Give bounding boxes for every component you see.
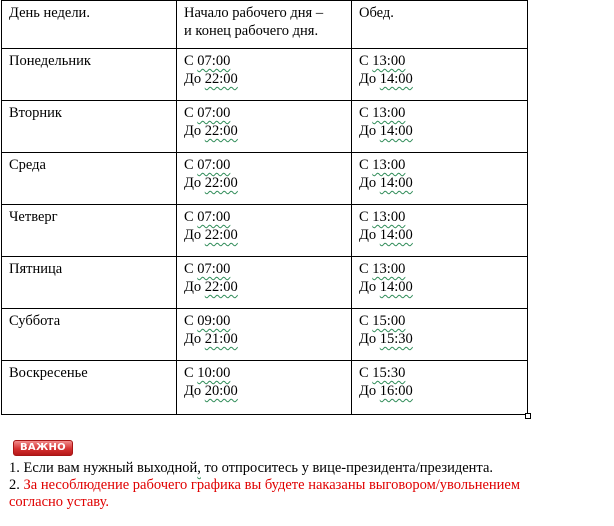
day-name: Понедельник [9,53,91,69]
notes-block [9,460,609,511]
table-resize-handle[interactable] [525,413,531,419]
work-end-prefix: До [184,331,202,347]
day-name: Среда [9,157,46,173]
work-end [184,174,344,192]
work-hours-cell [177,101,352,153]
work-end-time: 22:00 [204,279,238,295]
work-end-time: 21:00 [204,331,238,347]
lunch-start [359,312,520,330]
lunch-start-time: 15:30 [372,365,406,381]
lunch-end-prefix: До [359,175,377,191]
work-start-time: 09:00 [197,313,231,329]
schedule-row [2,49,528,101]
lunch-cell [352,49,528,101]
work-hours-cell [177,361,352,415]
note-item-2-warning: За несоблюдение рабочего графика вы будете наказаны выговором/увольнением [23,477,521,493]
work-start-prefix: С [184,105,194,121]
note-item-1 [9,460,609,477]
work-start-time: 07:00 [197,157,231,173]
work-start-time: 10:00 [197,365,231,381]
note-item-1-rest: то отпроситесь у вице-президента/президента. [200,460,494,476]
work-end-time: 22:00 [204,123,238,139]
work-end-prefix: До [184,227,202,243]
header-hours-label-line2: и конец рабочего дня. [184,23,319,39]
lunch-end-time: 14:00 [379,279,413,295]
lunch-start-prefix: С [359,313,369,329]
work-end [184,122,344,140]
schedule-row [2,309,528,361]
lunch-end-time: 14:00 [379,227,413,243]
work-start [184,364,344,382]
work-end-prefix: До [184,123,202,139]
day-cell [2,257,177,309]
lunch-cell [352,205,528,257]
work-end [184,382,344,400]
work-hours-cell [177,309,352,361]
lunch-start [359,156,520,174]
work-start [184,104,344,122]
note-item-1-comma: , [197,460,201,476]
day-name: Воскресенье [9,365,88,381]
lunch-cell [352,361,528,415]
lunch-start-time: 13:00 [372,157,406,173]
day-name: Вторник [9,105,62,121]
lunch-end [359,122,520,140]
lunch-start-prefix: С [359,209,369,225]
work-start [184,260,344,278]
work-end [184,70,344,88]
lunch-cell [352,101,528,153]
lunch-end [359,330,520,348]
day-cell [2,153,177,205]
note-item-2-warning-continued: согласно уставу. [9,494,110,510]
work-end-time: 22:00 [204,227,238,243]
day-name: Суббота [9,313,61,329]
work-end-time: 22:00 [204,71,238,87]
lunch-start-prefix: С [359,365,369,381]
work-end [184,226,344,244]
work-start-prefix: С [184,157,194,173]
day-cell [2,309,177,361]
lunch-start-prefix: С [359,261,369,277]
lunch-end-prefix: До [359,71,377,87]
lunch-end-prefix: До [359,331,377,347]
work-start [184,312,344,330]
lunch-end-prefix: До [359,123,377,139]
day-name: Четверг [9,209,58,225]
lunch-start-prefix: С [359,53,369,69]
lunch-start-time: 15:00 [372,313,406,329]
schedule-row [2,205,528,257]
lunch-start [359,260,520,278]
work-end [184,278,344,296]
work-start-prefix: С [184,261,194,277]
schedule-row [2,153,528,205]
work-end [184,330,344,348]
table-header-row [2,1,528,49]
work-hours-cell [177,205,352,257]
lunch-start-time: 13:00 [372,261,406,277]
work-start-time: 07:00 [197,53,231,69]
day-name: Пятница [9,261,63,277]
work-end-prefix: До [184,71,202,87]
lunch-end [359,226,520,244]
important-badge: ВАЖНО [13,440,73,456]
work-start [184,156,344,174]
lunch-end [359,278,520,296]
lunch-cell [352,153,528,205]
day-cell [2,49,177,101]
work-start-prefix: С [184,365,194,381]
lunch-cell [352,257,528,309]
header-hours-label-line1: Начало рабочего дня – [184,5,324,21]
lunch-start [359,104,520,122]
lunch-end [359,382,520,400]
day-cell [2,101,177,153]
lunch-start-time: 13:00 [372,53,406,69]
lunch-end [359,174,520,192]
lunch-end [359,70,520,88]
work-start [184,52,344,70]
lunch-end-prefix: До [359,279,377,295]
work-start-prefix: С [184,209,194,225]
work-end-prefix: До [184,279,202,295]
day-cell [2,205,177,257]
work-start-time: 07:00 [197,105,231,121]
lunch-cell [352,309,528,361]
work-start-time: 07:00 [197,261,231,277]
work-schedule-table [1,0,528,415]
header-day-label: День недели. [9,5,90,21]
note-item-2 [9,477,609,494]
work-end-time: 22:00 [204,175,238,191]
header-lunch-cell [352,1,528,49]
schedule-row [2,101,528,153]
work-start-prefix: С [184,53,194,69]
work-hours-cell [177,257,352,309]
lunch-start [359,52,520,70]
note-item-1-text: 1. Если вам нужный выходной [9,460,198,476]
work-end-time: 20:00 [204,383,238,399]
header-day-cell [2,1,177,49]
lunch-end-time: 15:30 [379,331,413,347]
lunch-end-prefix: До [359,227,377,243]
lunch-end-time: 14:00 [379,175,413,191]
lunch-start-time: 13:00 [372,105,406,121]
lunch-end-time: 16:00 [379,383,413,399]
lunch-start [359,364,520,382]
work-start-prefix: С [184,313,194,329]
schedule-row [2,361,528,415]
work-end-prefix: До [184,383,202,399]
lunch-start-prefix: С [359,157,369,173]
lunch-start-time: 13:00 [372,209,406,225]
lunch-end-prefix: До [359,383,377,399]
note-item-2-number: 2. [9,477,24,493]
work-hours-cell [177,49,352,101]
lunch-start-prefix: С [359,105,369,121]
lunch-end-time: 14:00 [379,123,413,139]
header-hours-cell [177,1,352,49]
header-lunch-label: Обед. [359,5,394,21]
schedule-row [2,257,528,309]
lunch-start [359,208,520,226]
work-hours-cell [177,153,352,205]
lunch-end-time: 14:00 [379,71,413,87]
work-start [184,208,344,226]
day-cell [2,361,177,415]
work-start-time: 07:00 [197,209,231,225]
work-end-prefix: До [184,175,202,191]
